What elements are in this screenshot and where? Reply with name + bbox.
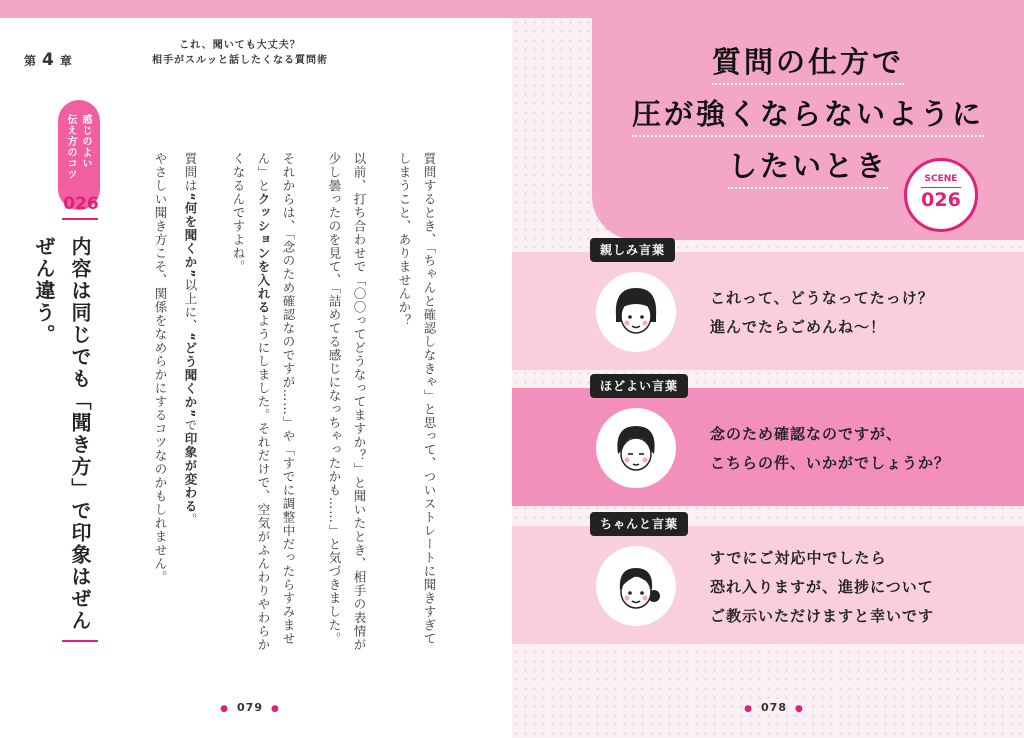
scene-label: SCENE xyxy=(924,174,958,184)
tip-divider-top xyxy=(62,218,98,220)
chapter-suffix: 章 xyxy=(59,54,72,68)
tip-tag-line2: 伝え方のコツ xyxy=(65,114,76,180)
card-label: ちゃんと言葉 xyxy=(590,512,688,536)
phrase-card-friendly xyxy=(512,243,1024,370)
tip-number: 026 xyxy=(63,194,99,214)
woman-short-hair-avatar-icon xyxy=(596,408,676,488)
card-label: ほどよい言葉 xyxy=(590,374,688,398)
chapter-number: 4 xyxy=(42,50,54,70)
right-page xyxy=(512,18,1024,738)
woman-bob-avatar-icon xyxy=(596,272,676,352)
tip-tag-line1: 感じのよい xyxy=(80,114,91,169)
body-paragraph-4: 質問は“何を聞くか”以上に、“どう聞くか”で印象が変わる。 xyxy=(183,152,198,527)
chapter-prefix: 第 xyxy=(24,54,37,68)
folio-right: ● 078 ● xyxy=(744,701,804,714)
body-paragraph-2: 以前、打ち合わせで「〇〇ってどうなってますか？」と聞いたとき、相手の表情が少し曇ったのを見て、「詰めてる感じになっちゃったかも……」と気づきました。 xyxy=(327,152,367,652)
scene-number: 026 xyxy=(921,189,961,211)
body-paragraph-5: やさしい聞き方こそ、関係をなめらかにするコツなのかもしれません。 xyxy=(153,152,168,584)
title-line-3: したいとき xyxy=(592,144,1024,185)
title-line-1: 質問の仕方で xyxy=(592,40,1024,81)
page-number-left: 079 xyxy=(237,701,263,714)
phrase-card-moderate xyxy=(512,379,1024,506)
tip-divider-bottom xyxy=(62,640,98,642)
phrase-text: これって、どうなってたっけ？ 進んでたらごめんね～！ xyxy=(710,289,934,336)
scene-divider xyxy=(921,187,961,188)
running-head xyxy=(150,38,330,68)
scene-badge xyxy=(904,158,978,232)
page-number-right: 078 xyxy=(761,701,787,714)
phrase-text: すでにご対応中でしたら 恐れ入りますが、進捗について ご教示いただけますと幸いです xyxy=(710,549,935,625)
folio-left: ● 079 ● xyxy=(220,701,280,714)
running-head-line2: 相手がスルッと話したくなる質問術 xyxy=(152,55,328,66)
card-label: 親しみ言葉 xyxy=(590,238,675,262)
body-paragraph-3: それからは、「念のため確認なのですが……」や「すでに調整中だったらすみません」とクッションを入れるようにしました。それだけで、空気がふんわりやわらかくなるんですよね。 xyxy=(231,152,296,652)
title-line-2: 圧が強くならないように xyxy=(552,92,1024,133)
chapter-label xyxy=(24,50,72,70)
phrase-text: 念のため確認なのですが、 こちらの件、いかがでしょうか？ xyxy=(710,425,951,472)
woman-bun-avatar-icon xyxy=(596,546,676,626)
running-head-line1: これ、聞いても大丈夫？ xyxy=(179,40,301,51)
body-paragraph-1: 質問するとき、「ちゃんと確認しなきゃ」と思って、ついストレートに聞きすぎてしまうこと、ありませんか？ xyxy=(397,152,437,646)
phrase-card-formal xyxy=(512,517,1024,644)
headline: 内容は同じでも「聞き方」で印象はぜんぜん違う。 xyxy=(32,236,92,632)
left-page xyxy=(0,18,512,738)
